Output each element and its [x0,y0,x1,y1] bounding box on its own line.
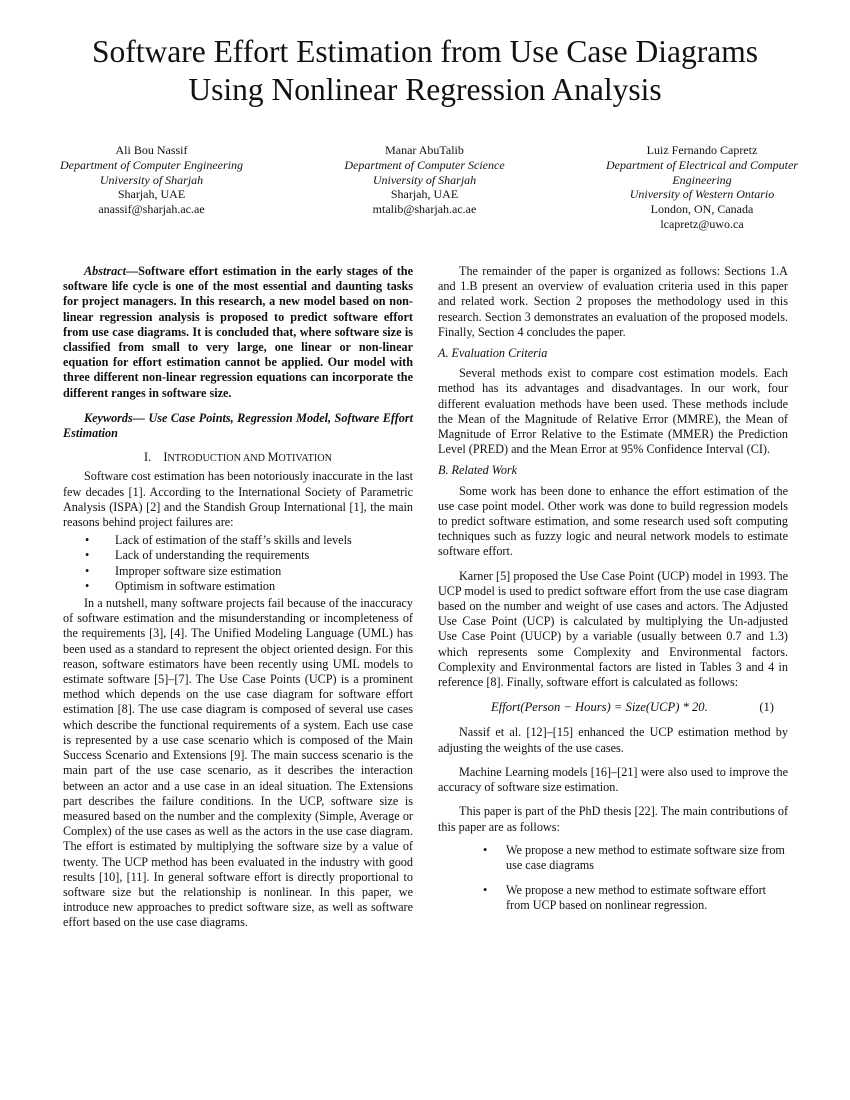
paper-title [40,33,810,109]
abstract-text: Software effort estimation in the early stages of the software life cycle is one of the most essential and daunting tasks for project managers. In this research, a new model based on non-linear regression analysis is proposed to predict software effort from use case diagrams. It is concluded that, where software size is classified from small to very large, one linear or non-linear equation for effort estimation cannot be applied. Our model with three different non-linear regression equations can incorporate the different ranges in software size. [63,264,413,400]
bullet-icon: • [85,578,90,593]
section-heading-smallcaps-2: OTIVATION [278,453,332,465]
paper-title-line-1: Software Effort Estimation from Use Case Diagrams [91,34,758,69]
author-university: University of Western Ontario [629,187,775,202]
intro-paragraph-2: In a nutshell, many software projects fail because of the inaccuracy of software estimation and the misunderstanding or incompleteness of the requirements [3], [4]. The Unified Modeling Language (UML) has been used as a standard to represent the object oriented design. For this reason, software estimators have been recently using UML models to estimate software [5]–[7]. The Use Case Points (UCP) is a prominent method which depends on the use case diagram for software effort estimation [8]. The use case diagram is composed of several use cases which describe the functional requirements of a system. Each use case is represented by a use case scenario which is composed of the Main Success Scenario and Extensions [9]. The main success scenario is the main part of the use case scenario, as it describes the interaction between an actor and a use case in an ideal situation. The Extensions part describes the failure conditions. In the UCP, software size is measured based on the number and the complexity (Simple, Average or Complex) of the use cases as well as the actors in the use case diagram. The effort is estimated by multiplying the software size by a value of twenty. The UCP method has been evaluated in the industry with good results [10], [11]. In general software effort is directly proportional to software size but the relationship is nonlinear. In this paper, we introduce new approaches to predict software size, as well as software effort based on the use case diagrams. [63,596,413,930]
intro-paragraph-1: Software cost estimation has been notoriously inaccurate in the last few decades [1]. According to the International Society of Parametric Analysis (ISPA) [2] and the Standish Group International [1], the main reasons behind project failures are: [63,469,413,530]
equation-1 [438,700,788,715]
author-location: Sharjah, UAE [390,187,459,202]
left-column [63,264,413,931]
section-heading-smallcaps: NTRODUCTION AND [167,453,268,465]
author-location: London, ON, Canada [650,202,754,217]
author-email[interactable]: lcapretz@uwo.ca [660,216,744,231]
contributions-list [438,843,788,914]
author-email[interactable]: mtalib@sharjah.ac.ae [372,202,477,217]
bullet-icon: • [483,842,488,857]
equation-body: Effort(Person − Hours) = Size(UCP) * 20. [491,700,708,715]
author-2 [344,143,504,232]
bullet-icon: • [85,563,90,578]
author-department-line-2: Engineering [672,172,732,187]
section-heading-cap: I [163,450,168,465]
author-department: Department of Electrical and Computer [606,157,798,172]
author-name: Luiz Fernando Capretz [646,143,758,157]
abstract-label: Abstract— [84,264,139,278]
author-block [60,143,798,232]
author-1 [60,143,243,232]
evaluation-criteria-paragraph: Several methods exist to compare cost estimation models. Each method has its advantages and disadvantages. In our work, four different evaluation methods have been used. These methods include the Mean of the Magnitude of Relative Error (MMRE), the Mean of Magnitude of Error Relative to the Estimate (MMER) the Prediction Level (PRED) and the Mean Error at 95% Confidence Interval (CI). [438,366,788,457]
author-department: Department of Computer Science [344,157,505,172]
paper-organization-paragraph: The remainder of the paper is organized as follows: Sections 1.A and 1.B present an overview of evaluation criteria used in this paper and related work. Section 2 proposes the methodology used in this research. Section 3 demonstrates an evaluation of the proposed models. Finally, Section 4 concludes the paper. [438,264,788,339]
author-3 [606,143,798,232]
list-item-text: We propose a new method to estimate software size from use case diagrams [506,842,785,872]
author-email[interactable]: anassif@sharjah.ac.ae [98,202,205,217]
bullet-icon: • [85,533,90,548]
abstract [63,264,413,401]
list-item [63,579,413,594]
thesis-paragraph: This paper is part of the PhD thesis [22]. The main contributions of this paper are as follows: [438,804,788,834]
author-university: University of Sharjah [99,172,204,187]
list-item [438,883,788,913]
section-heading-introduction [63,450,413,466]
list-item-text: Lack of understanding the requirements [115,548,310,563]
equation-number: (1) [759,700,774,715]
related-work-paragraph: Some work has been done to enhance the effort estimation of the use case point model. Other work was done to build regression models to predict software estimation, and some research used soft computing techniques such as fuzzy logic and neural network models to estimate software effort. [438,483,788,559]
keywords: Keywords— Use Case Points, Regression Model, Software Effort Estimation [63,410,413,441]
list-item-text: Lack of estimation of the staff’s skills and levels [115,533,352,548]
list-item [63,533,413,548]
author-department: Department of Computer Engineering [60,157,243,172]
author-name: Ali Bou Nassif [115,143,188,157]
machine-learning-paragraph: Machine Learning models [16]–[21] were also used to improve the accuracy of software size estimation. [438,764,788,795]
subsection-heading-evaluation-criteria: A. Evaluation Criteria [438,346,548,361]
section-number: I. [144,450,152,465]
karner-paragraph: Karner [5] proposed the Use Case Point (UCP) model in 1993. The UCP model is used to predict software effort from the use case diagram based on the number and weight of use cases and actors. The Adjusted Use Case Point (UCP) is calculated by multiplying the Un-adjusted Use Case Point (UUCP) by a variable (usually between 0.7 and 1.3) which represents some Complexity and Environmental factors. Complexity and Environmental factors are listed in Tables 3 and 4 in reference [8]. Finally, software effort is calculated as follows: [438,568,788,690]
list-item-text: Optimism in software estimation [115,578,276,593]
author-university: University of Sharjah [372,172,477,187]
list-item [63,548,413,563]
author-name: Manar AbuTalib [385,143,464,157]
list-item-text: We propose a new method to estimate software effort from UCP based on nonlinear regression. [506,883,767,913]
bullet-icon: • [483,883,488,898]
section-heading-cap-2: M [267,450,279,465]
subsection-heading-related-work: B. Related Work [438,463,518,478]
author-location: Sharjah, UAE [117,187,186,202]
list-item-text: Improper software size estimation [115,563,282,578]
bullet-icon: • [85,548,90,563]
list-item [438,843,788,873]
list-item [63,564,413,579]
paper-title-line-2: Using Nonlinear Regression Analysis [188,72,662,107]
right-column [438,264,788,924]
failure-reasons-list [63,533,413,594]
nassif-paragraph: Nassif et al. [12]–[15] enhanced the UCP estimation method by adjusting the weights of the use cases. [438,725,788,755]
